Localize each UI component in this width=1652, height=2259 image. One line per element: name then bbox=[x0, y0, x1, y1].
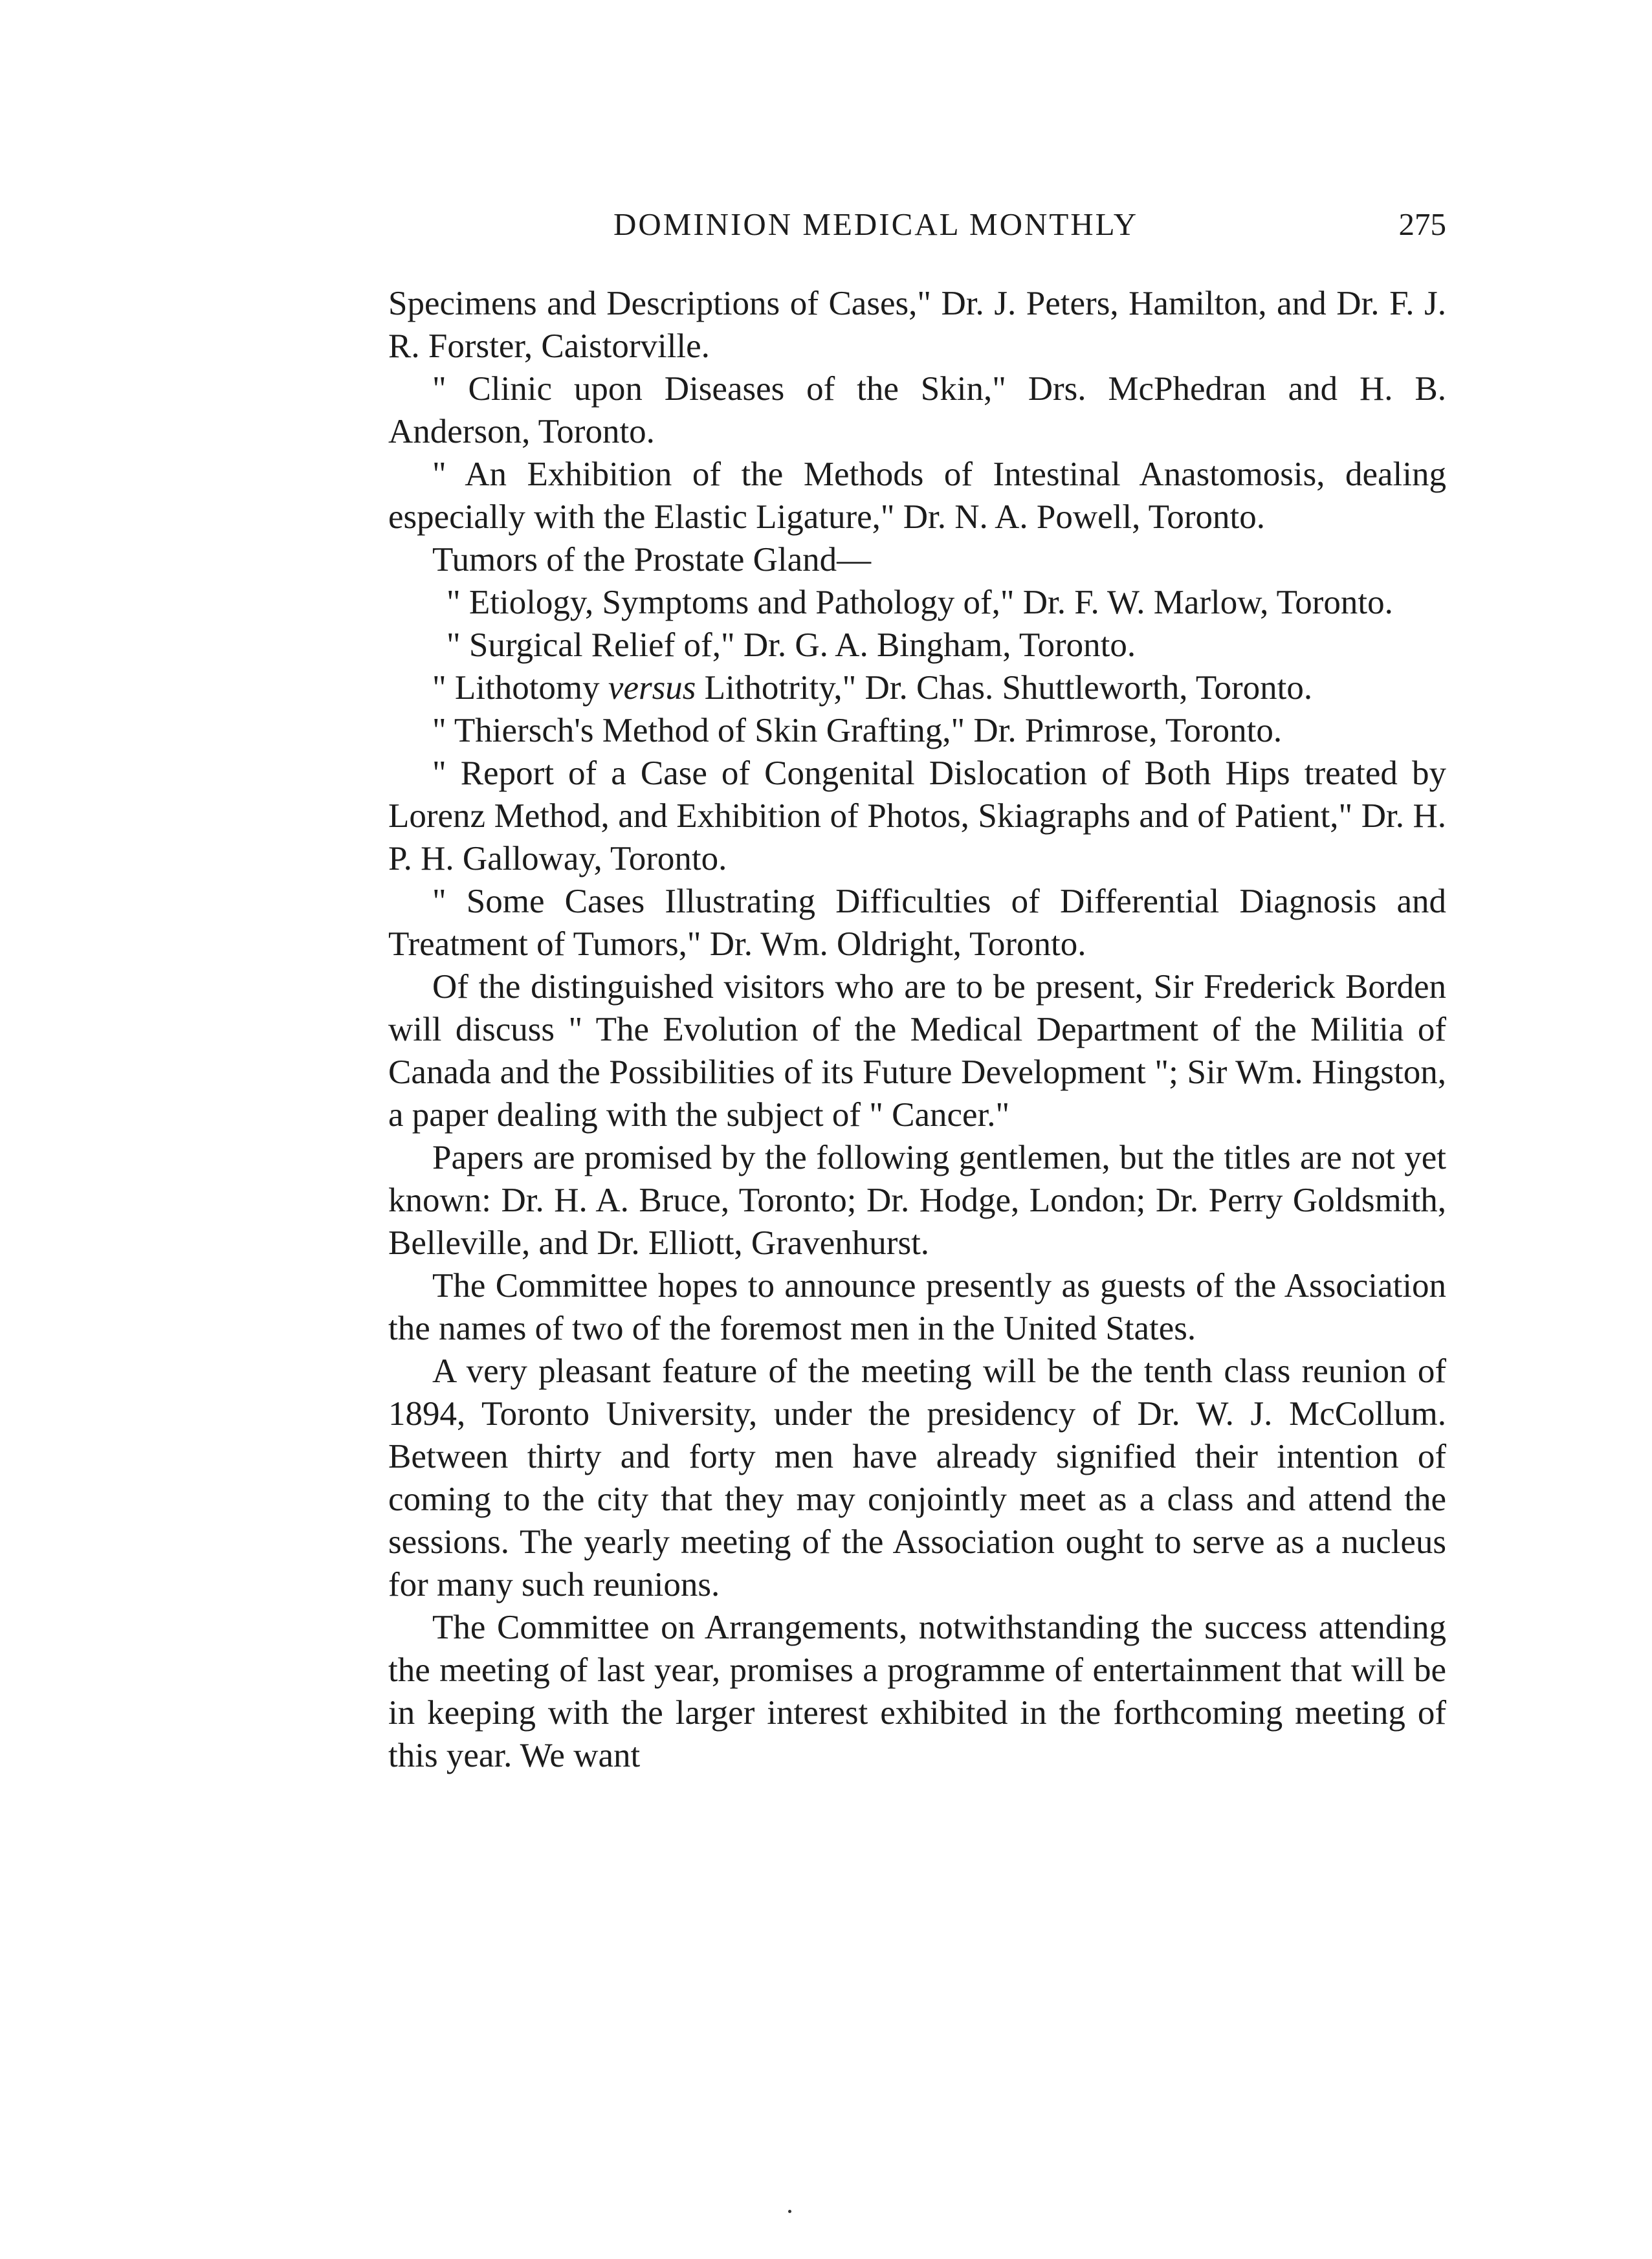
paragraph-lithotomy bbox=[388, 667, 1446, 709]
ink-speck bbox=[788, 2210, 791, 2213]
paragraph-differential-diagnosis: " Some Cases Illustrating Difficulties of Differential Diagnosis and Treatment of Tumors," Dr. Wm. Oldright, Toronto. bbox=[388, 883, 1446, 963]
paragraph-committee-arrangements: The Committee on Arrangements, notwithstanding the success attending the meeting of last year, promises a programme of entertainment that will be in keeping with the larger interest exhibited in the forthcoming meeting of this year. We want bbox=[388, 1609, 1446, 1774]
lithotomy-text-a: " Lithotomy bbox=[432, 669, 608, 707]
lithotomy-versus: versus bbox=[608, 669, 696, 707]
paragraph-prostate-surgical: " Surgical Relief of," Dr. G. A. Bingham, Toronto. bbox=[446, 626, 1136, 664]
journal-title: DOMINION MEDICAL MONTHLY bbox=[613, 206, 1139, 242]
paragraph-distinguished-visitors: Of the distinguished visitors who are to be present, Sir Frederick Borden will discuss " The Evolution of the Medical Department of the Militia of Canada and the Possibilities of its Future Development "; Sir Wm. Hingston, a paper dealing with the subject of " Cancer." bbox=[388, 968, 1446, 1134]
paragraph-intestinal-anastomosis: " An Exhibition of the Methods of Intestinal Anastomosis, dealing especially with the Elastic Ligature," Dr. N. A. Powell, Toronto. bbox=[388, 456, 1446, 536]
paragraph-papers-promised: Papers are promised by the following gentlemen, but the titles are not yet known: Dr. H. A. Bruce, Toronto; Dr. Hodge, London; Dr. Perry Goldsmith, Belleville, and Dr. Elliott, Gravenhurst. bbox=[388, 1139, 1446, 1262]
lithotomy-text-c: Lithotrity," Dr. Chas. Shuttleworth, Toronto. bbox=[696, 669, 1313, 707]
paragraph-specimens: Specimens and Descriptions of Cases," Dr. J. Peters, Hamilton, and Dr. F. J. R. Forster, Caistorville. bbox=[388, 285, 1446, 365]
paragraph-skin-grafting: " Thiersch's Method of Skin Grafting," Dr. Primrose, Toronto. bbox=[432, 712, 1283, 749]
page-number: 275 bbox=[1398, 206, 1446, 242]
article-body bbox=[388, 282, 1446, 1777]
paragraph-class-reunion: A very pleasant feature of the meeting will be the tenth class reunion of 1894, Toronto University, under the presidency of Dr. W. J. McCollum. Between thirty and forty men have already signified their intention of coming to the city that they may conjointly meet as a class and attend the sessions. The yearly meeting of the Association ought to serve as a nucleus for many such reunions. bbox=[388, 1352, 1446, 1603]
paragraph-committee-guests: The Committee hopes to announce presently as guests of the Association the names of two of the foremost men in the United States. bbox=[388, 1267, 1446, 1347]
paragraph-congenital-dislocation: " Report of a Case of Congenital Dislocation of Both Hips treated by Lorenz Method, and Exhibition of Photos, Skiagraphs and of Patient," Dr. H. P. H. Galloway, Toronto. bbox=[388, 755, 1446, 877]
paragraph-prostate-etiology: " Etiology, Symptoms and Pathology of," Dr. F. W. Marlow, Toronto. bbox=[446, 584, 1393, 621]
paragraph-clinic-skin: " Clinic upon Diseases of the Skin," Drs. McPhedran and H. B. Anderson, Toronto. bbox=[388, 370, 1446, 450]
running-header bbox=[388, 206, 1446, 251]
paragraph-prostate-heading: Tumors of the Prostate Gland— bbox=[432, 541, 872, 579]
